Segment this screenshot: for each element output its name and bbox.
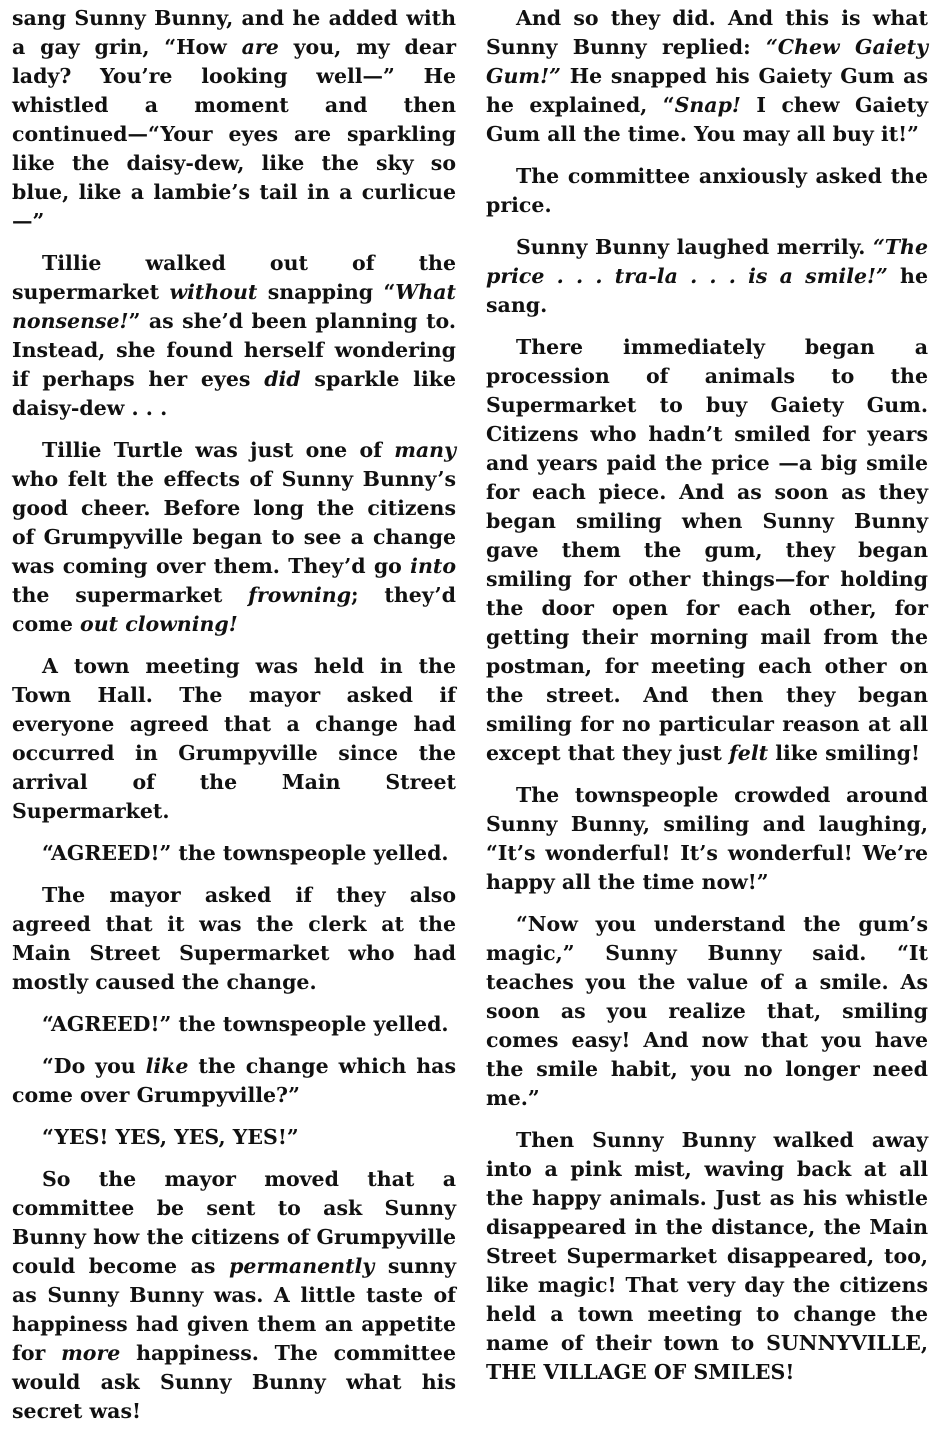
right-paragraph-4: There immediately began a procession of animals to the Supermarket to buy Gaiety Gum. Citizens who hadn’t smiled for years and years paid the price —a big smile for each piece. And as soon as they began smiling when Sunny Bunny gave them the gum, they began smiling for other things—for holding the door open for each other, for getting their morning mail from the postman, for meeting each other on the street. And then they began smiling for no particular reason at all except that they just felt like smiling! [486,335,928,765]
left-paragraph-10: So the mayor moved that a committee be sent to ask Sunny Bunny how the citizens of Grumpyville could become as permanently sunny as Sunny Bunny was. A little taste of happiness had given them an appetite for more happiness. The committee would ask Sunny Bunny what his secret was! [12,1167,456,1423]
right-column [486,4,928,1400]
left-paragraph-4: A town meeting was held in the Town Hall. The mayor asked if everyone agreed that a change had occurred in Grumpyville since the arrival of the Main Street Supermarket. [12,654,456,823]
left-paragraph-9: “YES! YES, YES, YES!” [42,1125,299,1149]
left-paragraph-7: “AGREED!” the townspeople yelled. [42,1012,449,1036]
left-paragraph-6: The mayor asked if they also agreed that it was the clerk at the Main Street Supermarket who had mostly caused the change. [12,883,456,994]
left-paragraph-8: “Do you like the change which has come over Grumpyville?” [12,1054,456,1107]
right-paragraph-7: Then Sunny Bunny walked away into a pink mist, waving back at all the happy animals. Just as his whistle disappeared in the distance, the Main Street Supermarket disappeared, too, like magic! That very day the citizens held a town meeting to change the name of their town to SUNNYVILLE, THE VILLAGE OF SMILES! [486,1128,928,1384]
right-paragraph-6: “Now you understand the gum’s magic,” Sunny Bunny said. “It teaches you the value of a smile. As soon as you realize that, smiling comes easy! And now that you have the smile habit, you no longer need me.” [486,912,928,1110]
left-paragraph-2: Tillie walked out of the supermarket without snapping “What nonsense!” as she’d been planning to. Instead, she found herself wondering if perhaps her eyes did sparkle like daisy-dew . . . [12,251,456,420]
right-paragraph-5: The townspeople crowded around Sunny Bunny, smiling and laughing, “It’s wonderful! It’s wonderful! We’re happy all the time now!” [486,783,928,894]
left-paragraph-3: Tillie Turtle was just one of many who felt the effects of Sunny Bunny’s good cheer. Before long the citizens of Grumpyville began to see a change was coming over them. They’d go into the supermarket frowning; they’d come out clowning! [12,438,456,636]
right-paragraph-1: And so they did. And this is what Sunny Bunny replied: “Chew Gaiety Gum!” He snapped his Gaiety Gum as he explained, “Snap! I chew Gaiety Gum all the time. You may all buy it!” [486,6,929,146]
left-paragraph-1: sang Sunny Bunny, and he added with a gay grin, “How are you, my dear lady? You’re looking well—” He whistled a moment and then continued—“Your eyes are sparkling like the daisy-dew, like the sky so blue, like a lambie’s tail in a curlicue—” [12,6,456,233]
right-paragraph-3: Sunny Bunny laughed merrily. “The price . . . tra-la . . . is a smile!” he sang. [486,235,928,317]
left-paragraph-5: “AGREED!” the townspeople yelled. [42,841,449,865]
right-paragraph-2: The committee anxiously asked the price. [486,164,928,217]
left-column [12,4,456,1439]
